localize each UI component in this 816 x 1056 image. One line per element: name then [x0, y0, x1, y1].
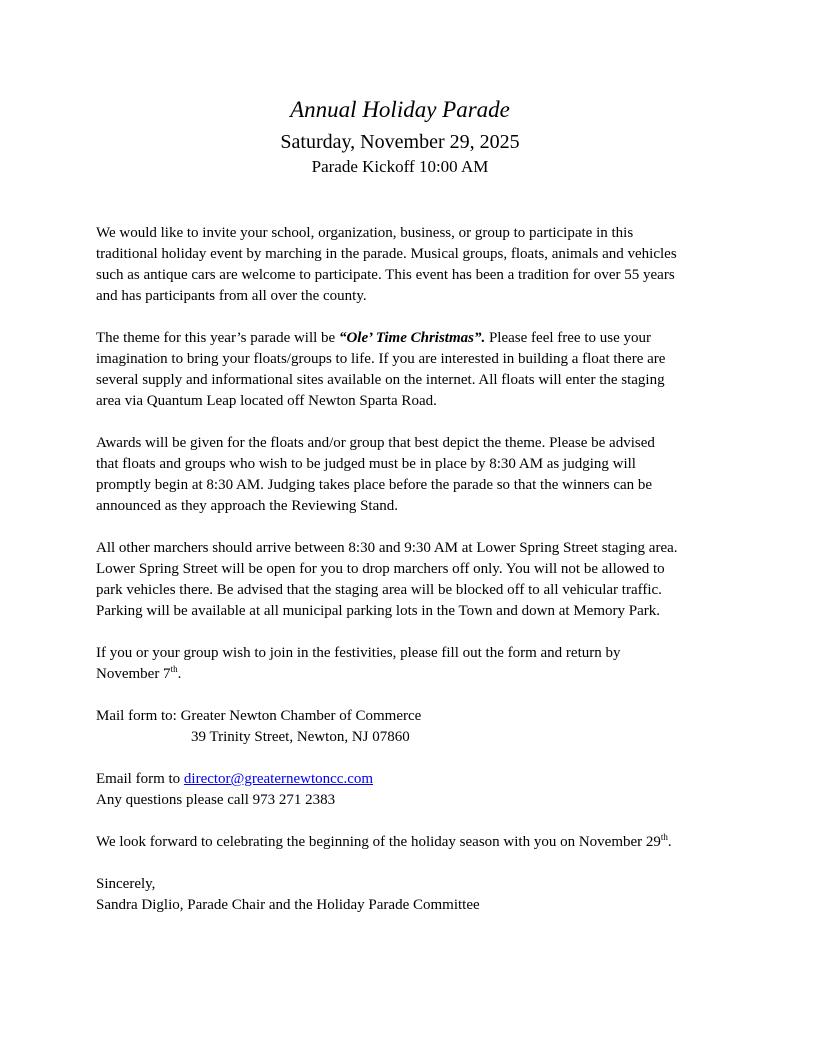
signature-name: Sandra Diglio, Parade Chair and the Holiday Parade Committee — [96, 897, 480, 913]
text-segment: The theme for this year’s parade will be — [96, 330, 339, 346]
text-line: several supply and informational sites available on the internet. All floats will enter the staging — [96, 372, 665, 388]
text-line: Awards will be given for the floats and/or group that best depict the theme. Please be advised — [96, 435, 655, 451]
ordinal-suffix: th — [660, 832, 668, 842]
awards-paragraph — [96, 433, 726, 517]
text-line: Lower Spring Street will be open for you to drop marchers off only. You will not be allowed to — [96, 561, 665, 577]
text-line: traditional holiday event by marching in the parade. Musical groups, floats, animals and vehicles — [96, 246, 677, 262]
contact-block — [96, 769, 726, 811]
email-label: Email form to — [96, 771, 184, 787]
text-segment: We look forward to celebrating the beginning of the holiday season with you on November 29 — [96, 834, 661, 850]
deadline-paragraph — [96, 643, 726, 685]
theme-paragraph — [96, 328, 726, 412]
parade-theme: “Ole’ Time Christmas”. — [338, 330, 486, 346]
kickoff-time: Parade Kickoff 10:00 AM — [311, 157, 489, 176]
text-line: promptly begin at 8:30 AM. Judging takes place before the parade so that the winners can be — [96, 477, 653, 493]
text-line: such as antique cars are welcome to participate. This event has been a tradition for over 55 years — [96, 267, 675, 283]
text-segment: Please feel free to use your — [485, 330, 651, 346]
text-line — [96, 832, 726, 853]
text-line: All other marchers should arrive between 8:30 and 9:30 AM at Lower Spring Street staging area. — [96, 540, 678, 556]
closing-paragraph — [96, 832, 726, 853]
letter-body — [96, 223, 726, 937]
text-line: announced as they approach the Reviewing Stand. — [96, 498, 398, 514]
ordinal-suffix: th — [170, 664, 178, 674]
text-line: area via Quantum Leap located off Newton Sparta Road. — [96, 393, 437, 409]
text-line — [96, 328, 726, 349]
mail-organization: Greater Newton Chamber of Commerce — [180, 708, 422, 724]
text-line — [96, 664, 726, 685]
text-line: and has participants from all over the county. — [96, 288, 367, 304]
mail-address-block — [96, 706, 726, 748]
text-line: that floats and groups who wish to be judged must be in place by 8:30 AM as judging will — [96, 456, 636, 472]
text-segment: November 7 — [96, 666, 171, 682]
text-line: park vehicles there. Be advised that the staging area will be blocked off to all vehicular traffic. — [96, 582, 662, 598]
text-segment: . — [667, 834, 672, 850]
text-segment: . — [177, 666, 182, 682]
text-line: If you or your group wish to join in the festivities, please fill out the form and return by — [96, 645, 621, 661]
event-date: Saturday, November 29, 2025 — [280, 131, 520, 153]
mail-address: 39 Trinity Street, Newton, NJ 07860 — [191, 729, 410, 745]
mail-label: Mail form to: — [96, 708, 181, 724]
text-line — [96, 706, 726, 727]
invitation-paragraph — [96, 223, 726, 307]
phone-line: Any questions please call 973 271 2383 — [96, 792, 336, 808]
marchers-paragraph — [96, 538, 726, 622]
page-title: Annual Holiday Parade — [290, 97, 510, 122]
salutation: Sincerely, — [96, 876, 156, 892]
text-line: Parking will be available at all municipal parking lots in the Town and down at Memory Park. — [96, 603, 660, 619]
text-line — [96, 769, 726, 790]
signature-block — [96, 874, 726, 916]
text-line: We would like to invite your school, organization, business, or group to participate in this — [96, 225, 634, 241]
email-link[interactable]: director@greaternewtoncc.com — [183, 771, 374, 787]
text-line: imagination to bring your floats/groups to life. If you are interested in building a float there are — [96, 351, 666, 367]
